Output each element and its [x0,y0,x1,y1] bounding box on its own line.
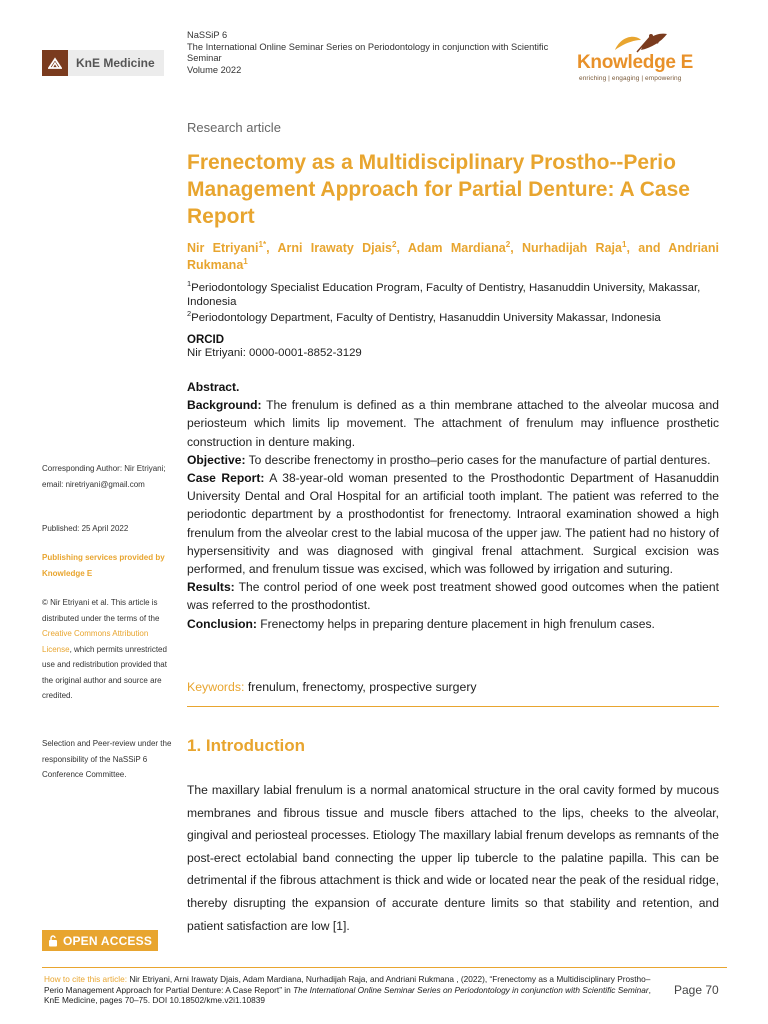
author-name[interactable]: Adam Mardiana [407,241,506,255]
logo-wordmark: Knowledge E [577,52,693,73]
author-name[interactable]: Arni Irawaty Djais [277,241,392,255]
results-text: The control period of one week post treatment showed good outcomes when the patient was referred to the prosthodontist. [187,580,719,613]
publishing-services: Publishing services provided by Knowledge E [42,553,165,578]
affiliation-1 [187,281,719,309]
abstract-heading: Abstract. [187,380,240,394]
citation-label: How to cite this article: [44,974,127,984]
author-affiliation-mark: 1* [258,239,267,249]
results-label: Results: [187,580,235,595]
author-list [187,240,719,274]
affiliation-number: 1 [187,279,192,289]
corresponding-author [42,461,177,492]
objective-text: To describe frenectomy in prostho–perio cases for the manufacture of partial dentures. [248,452,711,467]
citation [44,974,666,1006]
author-name[interactable]: Nurhadijah Raja [521,241,622,255]
affiliation-2 [187,311,719,325]
lock-icon [48,935,58,947]
affiliation-number: 2 [187,309,192,319]
knowledge-e-logo [575,28,725,90]
author-separator: , and [626,241,669,255]
copyright-notice [42,595,177,704]
author-name[interactable]: Nir Etriyani [187,241,259,255]
journal-name: KnE Medicine [76,56,155,70]
corresponding-author-label: Corresponding Author: Nir Etriyani; email: [42,464,166,489]
logo-tagline: enriching | engaging | empowering [579,75,682,82]
conference-full-name: The International Online Seminar Series on Periodontology in conjunction with Scientific Seminar [187,41,549,63]
author-affiliation-mark: 2 [505,239,511,249]
conference-volume: Volume 2022 [187,64,242,75]
citation-proceedings: The International Online Seminar Series on Periodontology in conjunction with Scientific Seminar [293,984,649,995]
conclusion-text: Frenectomy helps in preparing denture placement in high frenulum cases. [260,616,655,631]
conclusion-label: Conclusion: [187,616,257,631]
author-separator: , [396,241,408,255]
peer-review-note: Selection and Peer-review under the responsibility of the NaSSiP 6 Conference Committee. [42,739,172,779]
background-text: The frenulum is defined as a thin membrane attached to the alveolar mucosa and periosteum which limits lip movement. The attachment of frenulum may influence prosthetic construction in denture making. [187,398,719,449]
section-heading-introduction: 1. Introduction [187,736,306,755]
affiliation-text: Periodontology Department, Faculty of Dentistry, Hasanuddin University Makassar, Indonesia [191,312,661,324]
affiliation-text: Periodontology Specialist Education Program, Faculty of Dentistry, Hasanuddin University, Makassar, Indonesia [187,282,701,308]
case-report-label: Case Report: [187,471,265,486]
orcid-value[interactable]: Nir Etriyani: 0000-0001-8852-3129 [187,347,362,359]
citation-text: Nir Etriyani, Arni Irawaty Djais, Adam Mardiana, Nurhadijah Raja, and Andriani Rukmana , (2022), “Frenectomy as a Multidisciplinary Prostho–Perio Management Approach for Partial Denture: A Case Report” in [44,974,651,995]
introduction-paragraph: The maxillary labial frenulum is a normal anatomical structure in the oral cavity formed by mucous membranes and fibrous tissue and muscle fibers attached to the lips, cheeks to the alveolar, gingival and periosteal processes. Etiology The maxillary labial frenum develops as remnants of the post-erect ectolabial band connecting the upper lip tubercle to the palatine papilla. This can be detrimental if the fibrous attachment is thick and wide or located near the peak of the residual ridge, thereby disrupting the expansion of accurate denture limits so that stability and retention, and patient satisfaction are low [1]. [187,783,719,933]
author-affiliation-mark: 1 [243,256,248,266]
orcid-heading: ORCID [187,334,225,346]
kne-logo-icon [42,50,68,76]
citation-doi[interactable]: , KnE Medicine, pages 70–75. DOI 10.18502/kme.v2i1.10839 [44,984,651,1005]
keywords [187,680,719,694]
author-separator: , [266,241,278,255]
keywords-label: Keywords: [187,680,245,694]
author-affiliation-mark: 2 [392,239,397,249]
keywords-divider [187,706,719,707]
author-affiliation-mark: 1 [621,239,627,249]
leaf-icon [611,28,671,54]
copyright-post: , which permits unrestricted use and redistribution provided that the original author and source are credited. [42,644,167,700]
case-report-text: A 38-year-old woman presented to the Prosthodontic Department of Hasanuddin University Dental and Oral Hospital for an artificial tooth implant. The patient was referred to the periodontic department by a prosthodontist for frenectomy. Intraoral examination showed a high frenulum from the alveolar crest to the labial mucosa of the upper jaw. The patient had no history of hypersensitivity and was diagnosed with gingival frenal attachment. Surgical excision was performed, and frenulum tissue was excised, which was followed by irrigation and suturing. [187,471,719,577]
author-name[interactable]: Andriani Rukmana [187,241,719,272]
license-link[interactable]: Creative Commons Attribution License [42,629,149,654]
conference-short-name: NaSSiP 6 [187,30,228,40]
page-number: Page 70 [674,983,719,997]
open-access-badge [42,930,158,951]
conference-info [187,30,567,76]
objective-label: Objective: [187,452,246,467]
keywords-text: frenulum, frenectomy, prospective surgery [247,680,477,694]
footer-divider [42,967,727,968]
journal-badge [42,50,164,76]
abstract [187,378,719,633]
copyright-pre: © Nir Etriyani et al. This article is distributed under the terms of the [42,598,160,623]
article-title: Frenectomy as a Multidisciplinary Prostho--Perio Management Approach for Partial Denture: A Case Report [187,151,690,228]
corresponding-author-email[interactable]: niretriyani@gmail.com [65,479,145,489]
published-date: Published: 25 April 2022 [42,524,129,533]
background-label: Background: [187,398,262,413]
open-access-label: OPEN ACCESS [62,933,153,948]
article-type: Research article [187,120,281,135]
author-separator: , [510,241,522,255]
